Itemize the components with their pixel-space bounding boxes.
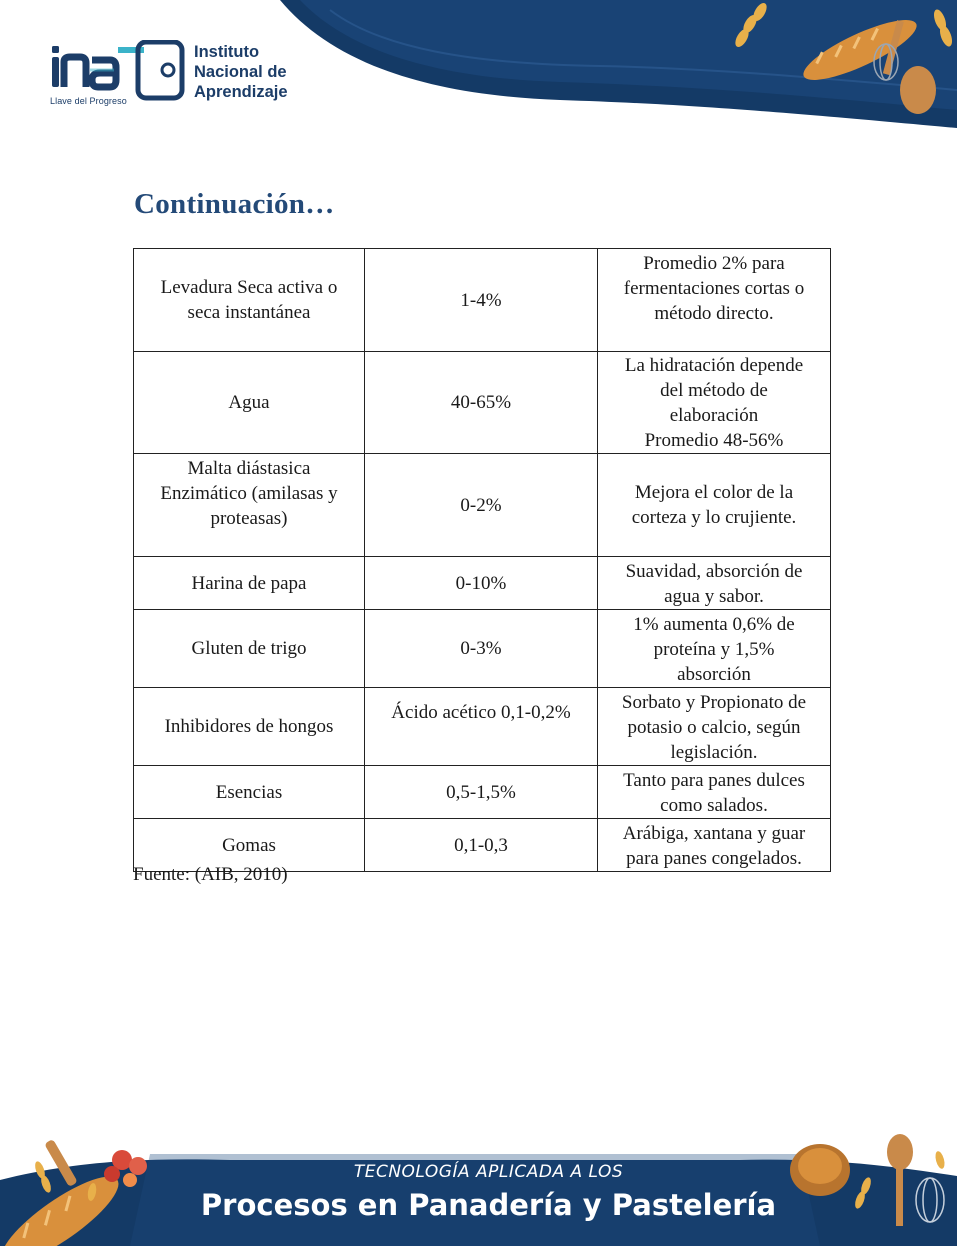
- cell-line: del método de: [660, 379, 768, 401]
- cell-line: Esencias: [215, 781, 283, 803]
- cell-line: 1-4%: [460, 289, 502, 311]
- cell-line: 0-10%: [455, 572, 507, 594]
- cell-line: La hidratación depende: [624, 354, 804, 376]
- cell-line: Gomas: [222, 834, 276, 856]
- amount-cell: [365, 352, 598, 454]
- institution-line: Instituto: [194, 43, 260, 61]
- cell-line: 1% aumenta 0,6% de: [633, 614, 795, 635]
- cell-line: absorción: [677, 664, 751, 685]
- amount-cell: [365, 688, 598, 766]
- note-cell: [598, 557, 831, 610]
- cell-line: 0,5-1,5%: [446, 781, 516, 803]
- cell-line: Enzimático (amilasas y: [160, 483, 338, 504]
- amount-cell: [365, 249, 598, 352]
- note-cell: [598, 766, 831, 819]
- cell-line: 0,1-0,3: [454, 834, 508, 856]
- institution-line: Nacional de: [194, 63, 287, 81]
- table-row: [134, 249, 831, 352]
- note-cell: [598, 610, 831, 688]
- cell-line: Promedio 48-56%: [644, 429, 784, 451]
- cell-line: potasio o calcio, según: [627, 717, 801, 738]
- note-cell: [598, 688, 831, 766]
- amount-cell: [365, 819, 598, 872]
- cell-line: Suavidad, absorción de: [625, 561, 803, 582]
- cell-line: Ácido acético 0,1-0,2%: [391, 702, 571, 723]
- cell-line: elaboración: [669, 404, 759, 426]
- cell-line: Inhibidores de hongos: [164, 716, 334, 737]
- institution-line: Aprendizaje: [194, 83, 288, 101]
- cell-line: Sorbato y Propionato de: [621, 692, 807, 713]
- amount-cell: [365, 766, 598, 819]
- institution-name: [194, 42, 288, 102]
- cell-line: agua y sabor.: [664, 586, 764, 607]
- cell-line: corteza y lo crujiente.: [631, 507, 797, 528]
- table-row: [134, 352, 831, 454]
- cell-line: Arábiga, xantana y guar: [622, 823, 806, 844]
- ingredient-cell: [134, 688, 365, 766]
- amount-cell: [365, 557, 598, 610]
- ina-logo: [48, 40, 318, 110]
- footer-subtitle: TECNOLOGÍA APLICADA A LOS: [353, 1162, 624, 1182]
- cell-line: proteasas): [210, 508, 288, 529]
- note-cell: [598, 819, 831, 872]
- ingredient-cell: [134, 249, 365, 352]
- ingredients-table: [133, 248, 831, 872]
- ingredient-cell: [134, 610, 365, 688]
- footer-title: Procesos en Panadería y Pastelería: [200, 1188, 777, 1222]
- cell-line: Malta diástasica: [187, 458, 311, 479]
- cell-line: Promedio 2% para: [643, 253, 785, 274]
- ingredient-cell: [134, 454, 365, 557]
- ingredient-cell: [134, 766, 365, 819]
- table-row: [134, 454, 831, 557]
- ingredient-cell: [134, 352, 365, 454]
- cell-line: Tanto para panes dulces: [623, 770, 805, 791]
- amount-cell: [365, 454, 598, 557]
- table-row: [134, 557, 831, 610]
- cell-line: Harina de papa: [191, 572, 307, 594]
- cell-line: para panes congelados.: [626, 848, 802, 869]
- cell-line: método directo.: [654, 303, 774, 324]
- ingredient-cell: [134, 557, 365, 610]
- cell-line: Agua: [228, 392, 270, 413]
- note-cell: [598, 249, 831, 352]
- cell-line: 0-3%: [460, 638, 502, 659]
- cell-line: seca instantánea: [187, 302, 311, 323]
- cell-line: legislación.: [670, 742, 758, 763]
- table-row: [134, 610, 831, 688]
- page-title: Continuación…: [134, 188, 335, 220]
- cell-line: Mejora el color de la: [634, 482, 794, 503]
- amount-cell: [365, 610, 598, 688]
- source-citation: Fuente: (AIB, 2010): [133, 864, 288, 885]
- cell-line: proteína y 1,5%: [653, 639, 775, 660]
- table-row: [134, 688, 831, 766]
- cell-line: Gluten de trigo: [191, 638, 307, 659]
- logo-tagline: Llave del Progreso: [50, 96, 127, 106]
- cell-line: 0-2%: [460, 494, 502, 516]
- cell-line: 40-65%: [450, 392, 512, 413]
- table-row: [134, 766, 831, 819]
- cell-line: fermentaciones cortas o: [623, 278, 805, 299]
- cell-line: como salados.: [660, 795, 768, 816]
- note-cell: [598, 352, 831, 454]
- cell-line: Levadura Seca activa o: [160, 277, 338, 298]
- note-cell: [598, 454, 831, 557]
